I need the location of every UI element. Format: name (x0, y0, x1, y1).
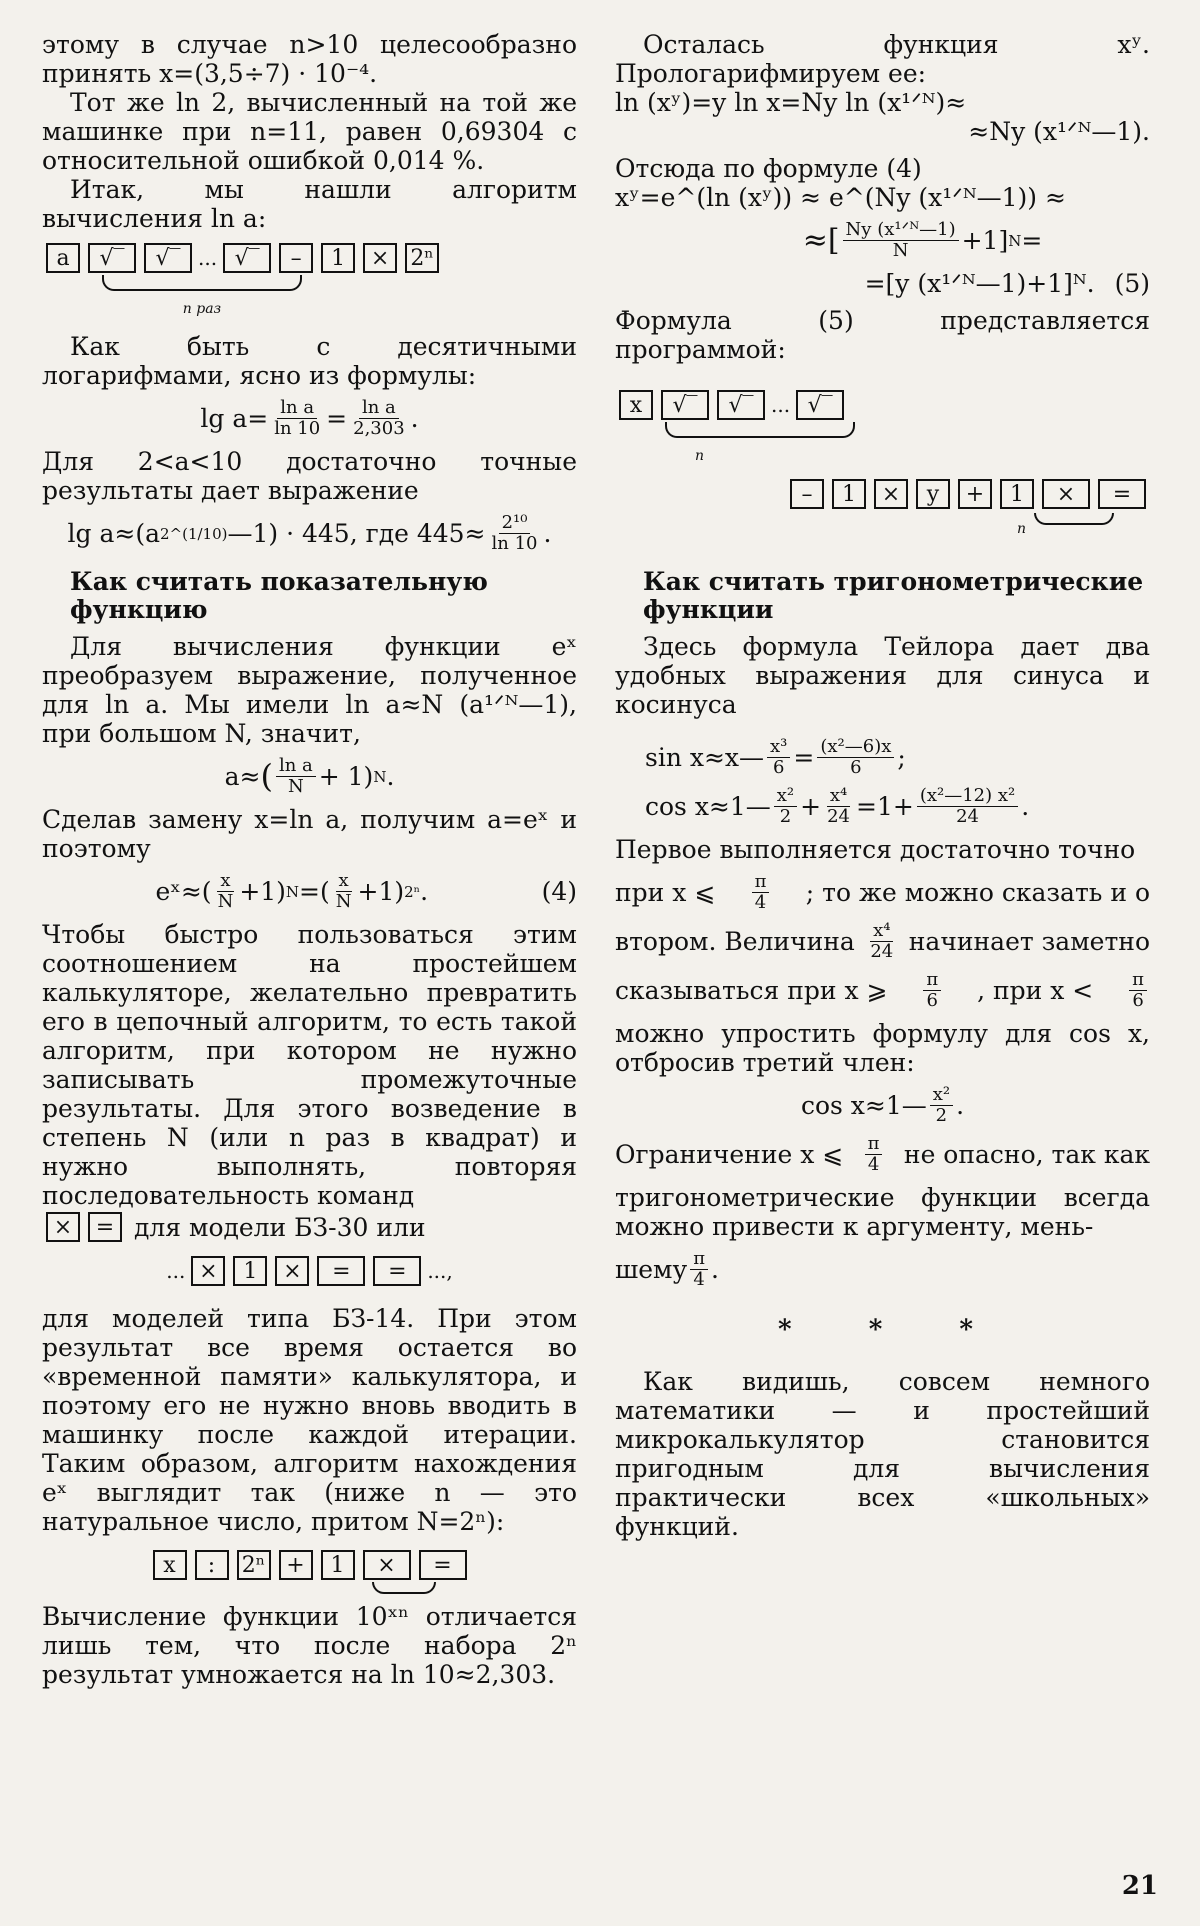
fraction (817, 737, 894, 778)
inline-text: для модели БЗ-30 или (134, 1212, 426, 1242)
calc-key: = (317, 1256, 365, 1286)
numerator: x² (930, 1085, 953, 1106)
equation-cos-short (615, 1085, 1150, 1126)
calc-key: 1 (321, 243, 355, 273)
numerator: ln a (276, 756, 316, 777)
eq-text: втором. Величина (615, 927, 855, 956)
numerator: x⁴ (827, 786, 850, 807)
eq-text: , при x < (977, 976, 1094, 1005)
paragraph: Отсюда по формуле (4) (615, 154, 922, 183)
calc-key-sqrt: √‾ (88, 243, 136, 273)
eq-text: cos x≈1— (800, 1091, 927, 1120)
equation-number: (5) (1114, 269, 1150, 298)
numerator: Ny (x¹ᐟᴺ—1) (843, 220, 959, 241)
eq-text: —1) · 445, где 445≈ (227, 519, 486, 548)
calc-key-sqrt: √‾ (144, 243, 192, 273)
calc-key: × (191, 1256, 225, 1286)
right-column (615, 30, 1150, 1541)
paragraph: Чтобы быстро пользоваться этим соотношением на простейшем калькуляторе, желательно превратить его в цепочный алгоритм, то есть такой алгоритм, при котором не нужно записывать промежуточные результаты. Для этого возведение в степень N (или n раз в квадрат) и нужно выполнять, повторяя последовательность команд (42, 920, 577, 1210)
fraction (489, 513, 541, 554)
numerator: π (923, 970, 941, 991)
paragraph: Формула (5) представляется программой: (615, 306, 1150, 364)
ellipsis: ..., (427, 1258, 453, 1283)
brace-underline (1034, 513, 1114, 525)
eq-text: ; (897, 743, 906, 772)
text-with-fraction (615, 872, 1150, 913)
denominator: 4 (754, 892, 767, 913)
calc-key: = (419, 1550, 467, 1580)
numerator: π (752, 872, 770, 893)
calc-key-sqrt: √‾ (661, 390, 709, 420)
denominator: 4 (693, 1269, 705, 1290)
eq-text: ≈[ (802, 223, 840, 258)
denominator: N (217, 891, 234, 912)
equation-a: a≈ ( $\frac{\text{ln a}}{N}$ + 1) N . (224, 755, 395, 797)
key-sequence-ln (42, 243, 577, 324)
eq-text: eˣ≈( (155, 877, 212, 906)
equation-4: eˣ≈( $\frac{x}{N}$ +1) N =( $\frac{x}{N}$ +1) 2ⁿ . (4) (155, 870, 577, 912)
fraction (767, 737, 790, 778)
eq-text: lg a= (200, 404, 269, 433)
fraction (752, 872, 770, 913)
paragraph: Первое выполняется достаточно точно (615, 835, 1136, 864)
denominator: ln 10 (274, 418, 321, 439)
numerator: x² (774, 786, 797, 807)
calc-key: x (619, 390, 653, 420)
eq-text: . (956, 1091, 965, 1120)
eq-text: =[y (x¹ᐟᴺ—1)+1]ᴺ. (864, 269, 1095, 298)
calc-key: a (46, 243, 80, 273)
eq-text: при x ⩽ (615, 878, 716, 907)
numerator: x⁴ (870, 921, 893, 942)
paragraph: Тот же ln 2, вычисленный на той же машинке при n=11, равен 0,69304 с относительной ошибкой 0,014 %. (42, 88, 577, 175)
fraction (350, 398, 408, 439)
eq-text: . (410, 404, 419, 433)
section-divider: * * * (778, 1315, 1007, 1345)
calc-key: × (874, 479, 908, 509)
section-heading: Как считать тригонометрические функции (643, 567, 1144, 624)
numerator: x (217, 871, 233, 892)
denominator: 2 (935, 1105, 948, 1126)
brace-underline (372, 1582, 436, 1594)
calc-key: 1 (1000, 479, 1034, 509)
equation-cos (615, 786, 1150, 827)
paragraph: тригонометрические функции всегда можно привести к аргументу, мень- (615, 1183, 1150, 1241)
paragraph: Здесь формула Тейлора дает два удобных выражения для синуса и косинуса (615, 632, 1150, 719)
fraction (867, 921, 896, 962)
denominator: 6 (926, 990, 938, 1011)
paragraph: Как быть с десятичными логарифмами, ясно из формулы: (42, 332, 577, 390)
section-heading: Как считать показательную функцию (70, 567, 488, 624)
text-with-fraction (615, 1249, 1150, 1290)
denominator: N (287, 776, 304, 797)
calc-key: × (363, 243, 397, 273)
eq-text: + 1) (318, 762, 374, 791)
eq-text: . (711, 1255, 719, 1284)
ellipsis: ... (166, 1258, 186, 1283)
eq-text: cos x≈1— (645, 792, 771, 821)
ellipsis: ... (771, 392, 791, 417)
paragraph: Сделав замену x=ln a, получим a=eˣ и поэтому (42, 805, 577, 863)
brace-underline (665, 422, 855, 438)
calc-key: = (1098, 479, 1146, 509)
paragraph: Осталась функция xʸ. Прологарифмируем ее: (615, 30, 1150, 88)
calc-key: = (88, 1212, 122, 1242)
denominator: 2 (779, 806, 792, 827)
calc-key-sqrt: √‾ (717, 390, 765, 420)
equation-lg-approx: lg a≈(a 2^(1/10) —1) · 445, где 445≈ $\frac{\text{2¹⁰}}{\ln 10}$ . (67, 512, 552, 554)
equation-lg (42, 398, 577, 439)
eq-text: = (1021, 226, 1043, 255)
fraction (1129, 970, 1147, 1011)
equation-sin (615, 737, 1150, 778)
calc-key: y (916, 479, 950, 509)
paragraph: этому в случае n>10 целесообразно принять x=(3,5÷7) · 10⁻⁴. (42, 30, 577, 88)
calc-key: × (275, 1256, 309, 1286)
eq-text: сказываться при x ⩾ (615, 976, 888, 1005)
fraction (923, 970, 941, 1011)
paragraph: Для 2<a<10 достаточно точные результаты дает выражение (42, 447, 577, 505)
eq-text: =( (299, 877, 330, 906)
calc-key: 1 (832, 479, 866, 509)
calc-key: – (790, 479, 824, 509)
ellipsis: ... (198, 245, 218, 270)
numerator: (x²—12) x² (917, 786, 1018, 807)
eq-text: = (326, 404, 348, 433)
numerator: x (336, 871, 352, 892)
eq-text: начинает заметно (908, 927, 1150, 956)
brace-label: n (1016, 521, 1026, 537)
denominator: 6 (772, 757, 785, 778)
calc-key: 1 (233, 1256, 267, 1286)
calc-key: : (195, 1550, 229, 1580)
calc-key: – (279, 243, 313, 273)
fraction (276, 756, 316, 797)
braced-keys (84, 243, 275, 273)
fraction (917, 786, 1018, 827)
eq-text: . (420, 877, 429, 906)
key-sequence-power-b (615, 479, 1150, 544)
eq-text: +1) (357, 877, 405, 906)
equation-5 (615, 269, 1150, 298)
fraction (930, 1085, 953, 1126)
denominator: 4 (867, 1154, 880, 1175)
eq-text: +1] (961, 226, 1009, 255)
equation-x2: ≈[ $\frac{\text{Ny (x¹ᐟᴺ—1)}}{N}$ +1] N = (802, 219, 1043, 261)
eq-text: не опасно, так как (903, 1140, 1150, 1169)
paragraph: для моделей типа БЗ-14. При этом результат все время остается во «временной памяти» калькулятора, и поэтому его не нужно вновь вводить в машинку после каждой итерации. Таким образом, алгоритм нахождения eˣ выглядит так (ниже n — это натуральное число, притом N=2ⁿ): (42, 1304, 577, 1536)
denominator: 24 (956, 806, 979, 827)
paragraph: Итак, мы нашли алгоритм вычисления ln a: (42, 175, 577, 233)
equation-line: xʸ=e^(ln (xʸ)) ≈ e^(Ny (x¹ᐟᴺ—1)) ≈ (615, 183, 1066, 212)
denominator: 6 (1132, 990, 1144, 1011)
paragraph: Как видишь, совсем немного математики — и простейший микрокалькулятор становится пригодным для вычисления практически всех «школьных» функций. (615, 1367, 1150, 1541)
eq-text: шему (615, 1255, 688, 1284)
equation-line: ≈Ny (x¹ᐟᴺ—1). (968, 117, 1150, 146)
denominator: 6 (850, 757, 862, 778)
eq-text: . (543, 519, 552, 548)
fraction (271, 398, 323, 439)
numerator: π (865, 1134, 883, 1155)
eq-text: + (800, 792, 822, 821)
paragraph: Вычисление функции 10ˣⁿ отличается лишь тем, что после набора 2ⁿ результат умножается на ln 10≈2,303. (42, 1602, 577, 1689)
fraction (824, 786, 853, 827)
calc-key: 2ⁿ (405, 243, 439, 273)
brace-label: n раз (182, 301, 222, 317)
eq-text: +1) (239, 877, 286, 906)
left-column (42, 30, 577, 1689)
eq-text: =1+ (856, 792, 914, 821)
numerator: ln a (277, 398, 317, 419)
equation-number: (4) (541, 877, 577, 906)
numerator: x³ (767, 737, 790, 758)
paragraph: можно упростить формулу для cos x, отбросив третий член: (615, 1019, 1150, 1077)
denominator: 24 (827, 806, 851, 827)
denominator: ln 10 (491, 533, 538, 554)
text-with-fraction (615, 921, 1150, 962)
equation-line: ln (xʸ)=y ln x=Ny ln (x¹ᐟᴺ)≈ (615, 88, 967, 117)
eq-text: ( (260, 757, 273, 795)
key-sequence-b3-14 (42, 1256, 577, 1286)
calc-key-sqrt: √‾ (796, 390, 844, 420)
fraction (690, 1249, 708, 1290)
calc-key: + (958, 479, 992, 509)
fraction (333, 871, 355, 912)
denominator: 2,303 (353, 418, 405, 439)
fraction (215, 871, 237, 912)
calc-key: × (1042, 479, 1090, 509)
eq-text: a≈ (224, 762, 261, 791)
calc-key: 1 (321, 1550, 355, 1580)
paragraph: Для вычисления функции eˣ преобразуем выражение, полученное для ln a. Мы имели ln a≈N (a¹ᐟᴺ—1), при большом N, значит, (42, 632, 577, 748)
calc-key: 2ⁿ (237, 1550, 271, 1580)
calc-key-sqrt: √‾ (223, 243, 271, 273)
brace-label: n (695, 448, 705, 464)
calc-key: + (279, 1550, 313, 1580)
page-number: 21 (1121, 1871, 1158, 1901)
numerator: ln a (359, 398, 399, 419)
numerator: (x²—6)x (817, 737, 894, 758)
text-with-fraction (615, 970, 1150, 1011)
denominator: 24 (870, 941, 894, 962)
key-sequence-power-a (615, 390, 1150, 471)
numerator: π (1129, 970, 1147, 991)
denominator: N (335, 891, 352, 912)
eq-text: = (793, 743, 815, 772)
eq-text: ; то же можно сказать и о (805, 878, 1150, 907)
text-with-fraction (615, 1134, 1150, 1175)
numerator: 2¹⁰ (499, 513, 531, 534)
eq-text: . (386, 762, 395, 791)
calc-key: × (46, 1212, 80, 1242)
fraction (774, 786, 797, 827)
calc-key: × (363, 1550, 411, 1580)
numerator: π (690, 1249, 708, 1270)
brace-underline (102, 275, 302, 291)
key-sequence-b3-30 (42, 1212, 577, 1242)
eq-text: Ограничение x ⩽ (615, 1140, 844, 1169)
fraction (843, 220, 959, 261)
eq-text: lg a≈(a (67, 519, 160, 548)
denominator: N (892, 240, 909, 261)
eq-text: sin x≈x— (645, 743, 765, 772)
key-sequence-exp (42, 1550, 577, 1594)
fraction (865, 1134, 883, 1175)
calc-key: x (153, 1550, 187, 1580)
calc-key: = (373, 1256, 421, 1286)
eq-text: . (1021, 792, 1030, 821)
